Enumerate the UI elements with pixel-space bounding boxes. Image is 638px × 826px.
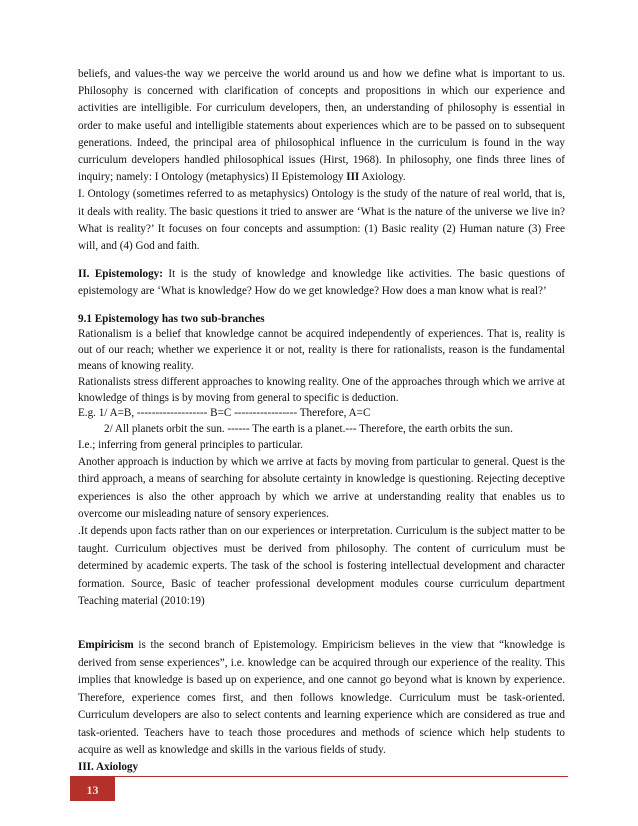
- footer-divider: [70, 776, 568, 777]
- example-line-2: [78, 422, 565, 438]
- page-number-badge: [70, 777, 115, 801]
- paragraph-ontology: I. Ontology (sometimes referred to as metaphysics) Ontology is the study of the nature of real world, that is, it deals with reality. The basic questions it tried to answer are ‘What is the nature of the universe we live in? What is reality?’ It focuses on four concepts and assumption: (1) Basic reality (2) Human nature (3) Free will, and (4) God and faith.: [78, 188, 565, 253]
- page-number: 13: [86, 783, 99, 797]
- empiricism-heading: Empiricism: [78, 639, 134, 652]
- paragraph-another-approach: Another approach is induction by which we arrive at facts by moving from particular to general. Quest is the third approach, a means of searching for absolute certainty in knowledge is questioning. Rejecting deceptive experiences is also the other approach by which we arrive at understanding reality that enables us to overcome our misleading nature of sensory experiences.: [78, 455, 565, 521]
- intro-text: beliefs, and values-the way we perceive the world around us and how we define what is important to us. Philosophy is concerned with clarification of concepts and propositions in which our experience and activities are intelligible. For curriculum developers, then, an understanding of philosophy is essential in order to make useful and intelligible statements about experiences which are to be passed on to subsequent generations. Indeed, the principal area of philosophical influence in the curriculum is found in the way curriculum developers handled philosophical issues (Hirst, 1968). In philosophy, one finds three lines of inquiry; namely: I Ontology (metaphysics) II Epistemology: [78, 68, 565, 184]
- paragraph-rationalism: Rationalism is a belief that knowledge cannot be acquired independently of experiences. That is, reality is out of our reach; whether we experience it or not, reality is there for rationalists, reason is the fundamental means of knowing reality.: [78, 328, 565, 373]
- epistemology-text: It is the study of knowledge and knowledge like activities. The basic questions of epistemology are ‘What is knowledge? How do we get knowledge? How does a man know what is real?’: [78, 268, 565, 298]
- intro-text-end: Axiology.: [359, 171, 406, 184]
- example-line-2-text: 2/ All planets orbit the sun. ------ The earth is a planet.--- Therefore, the earth orbits the sun.: [104, 423, 513, 436]
- paragraph-empiricism: [78, 637, 565, 760]
- empiricism-text: is the second branch of Epistemology. Empiricism believes in the view that “knowledge is derived from sense experiences”, i.e. knowledge can be acquired through our experience of the reality. This implies that knowledge is based up on experience, and one cannot go beyond what is known by experience. Therefore, experience comes first, and then follows knowledge. Curriculum must be task-oriented. Curriculum developers are also to select contents and learning experience which are considered as true and task-oriented. Teachers have to teach those procedures and methods of science which help students to acquire as well as knowledge and skills in the various fields of study.: [78, 639, 565, 757]
- intro-bold-roman: III: [346, 171, 360, 184]
- axiology-heading: III. Axiology: [78, 760, 139, 773]
- epistemology-heading: II. Epistemology:: [78, 268, 163, 281]
- subbranch-heading: 9.1 Epistemology has two sub-branches: [78, 312, 265, 325]
- paragraph-rationalists: Rationalists stress different approaches to knowing reality. One of the approaches through which we arrive at knowledge of things is by moving from general to specific is deduction.: [78, 375, 565, 404]
- paragraph-epistemology: [78, 266, 565, 300]
- document-body: [78, 66, 565, 775]
- ie-line: I.e.; inferring from general principles to particular.: [78, 439, 303, 452]
- example-line-1: E.g. 1/ A=B, ------------------- B=C ----------------- Therefore, A=C: [78, 407, 371, 420]
- paragraph-depends: .It depends upon facts rather than on our experiences or interpretation. Curriculum is the subject matter to be taught. Curriculum objectives must be derived from philosophy. The content of curriculum must be determined by academic experts. The task of the school is fostering intellectual development and character formation. Source, Basic of teacher professional development modules course curriculum department Teaching material (2010:19): [78, 525, 565, 608]
- paragraph-philosophy-intro: [78, 66, 565, 186]
